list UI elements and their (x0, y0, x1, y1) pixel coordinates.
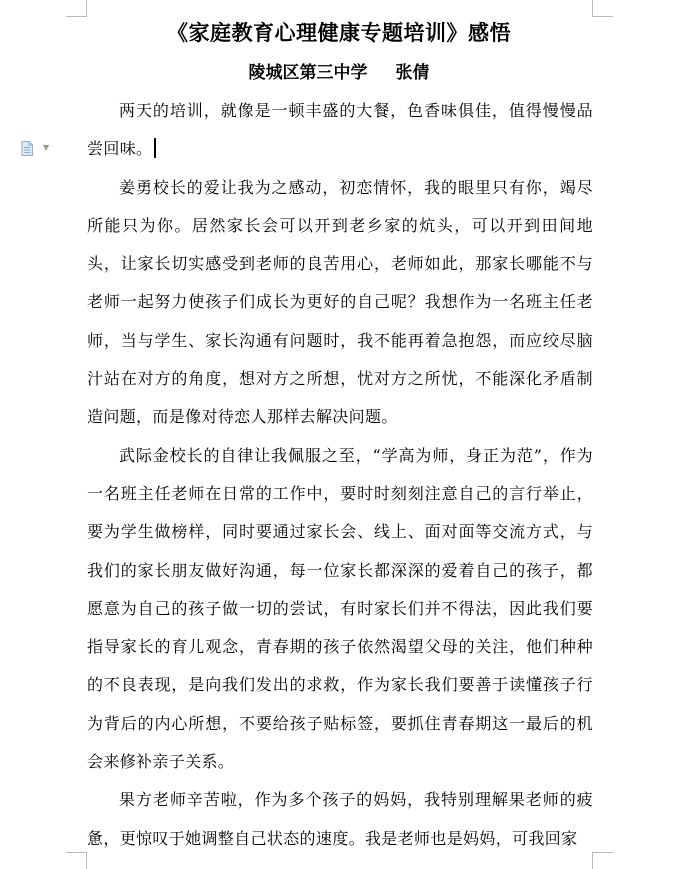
paragraph-tag-button[interactable] (21, 138, 61, 158)
chevron-down-icon[interactable]: ▼ (43, 143, 50, 152)
document-title: 《家庭教育心理健康专题培训》感悟 (167, 20, 511, 45)
margin-mark-bottom-left (66, 852, 87, 869)
paragraph: 两天的培训，就像是一顿丰盛的大餐，色香味俱佳，值得慢慢品尝回味。 (87, 101, 593, 159)
margin-mark-top-left (66, 0, 87, 17)
margin-mark-top-right (592, 0, 613, 17)
author-school: 陵城区第三中学 (248, 63, 368, 83)
paragraph: 果方老师辛苦啦，作为多个孩子的妈妈，我特别理解果老师的疲惫，更惊叹于她调整自己状态的速度。我是老师也是妈妈，可我回家 (87, 790, 593, 848)
document-body[interactable] (87, 92, 593, 858)
paragraph: 姜勇校长的爱让我为之感动，初恋情怀，我的眼里只有你，竭尽所能只为你。居然家长会可以开到老乡家的炕头，可以开到田间地头，让家长切实感受到老师的良苦用心，老师如此，那家长哪能不与老师一起努力使孩子们成长为更好的自己呢？我想作为一名班主任老师，当与学生、家长沟通有问题时，我不能再着急抱怨，而应绞尽脑汁站在对方的角度，想对方之所想，忧对方之所忧，不能深化矛盾制造问题，而是像对待恋人那样去解决问题。 (87, 177, 593, 427)
author-name: 张倩 (395, 63, 430, 83)
document-lines-icon (21, 141, 33, 156)
paragraph: 武际金校长的自律让我佩服之至，“学高为师，身正为范”，作为一名班主任老师在日常的工作中，要时时刻刻注意自己的言行举止，要为学生做榜样，同时要通过家长会、线上、面对面等交流方式，与我们的家长朋友做好沟通，每一位家长都深深的爱着自己的孩子，都愿意为自己的孩子做一切的尝试，有时家长们并不得法，因此我们要指导家长的育儿观念，青春期的孩子依然渴望父母的关注，他们种种的不良表现，是向我们发出的求救，作为家长我们要善于读懂孩子行为背后的内心所想，不要给孩子贴标签，要抓住青春期这一最后的机会来修补亲子关系。 (87, 445, 593, 772)
text-cursor (154, 138, 156, 158)
margin-mark-bottom-right (592, 852, 613, 869)
author-line (86, 58, 592, 88)
